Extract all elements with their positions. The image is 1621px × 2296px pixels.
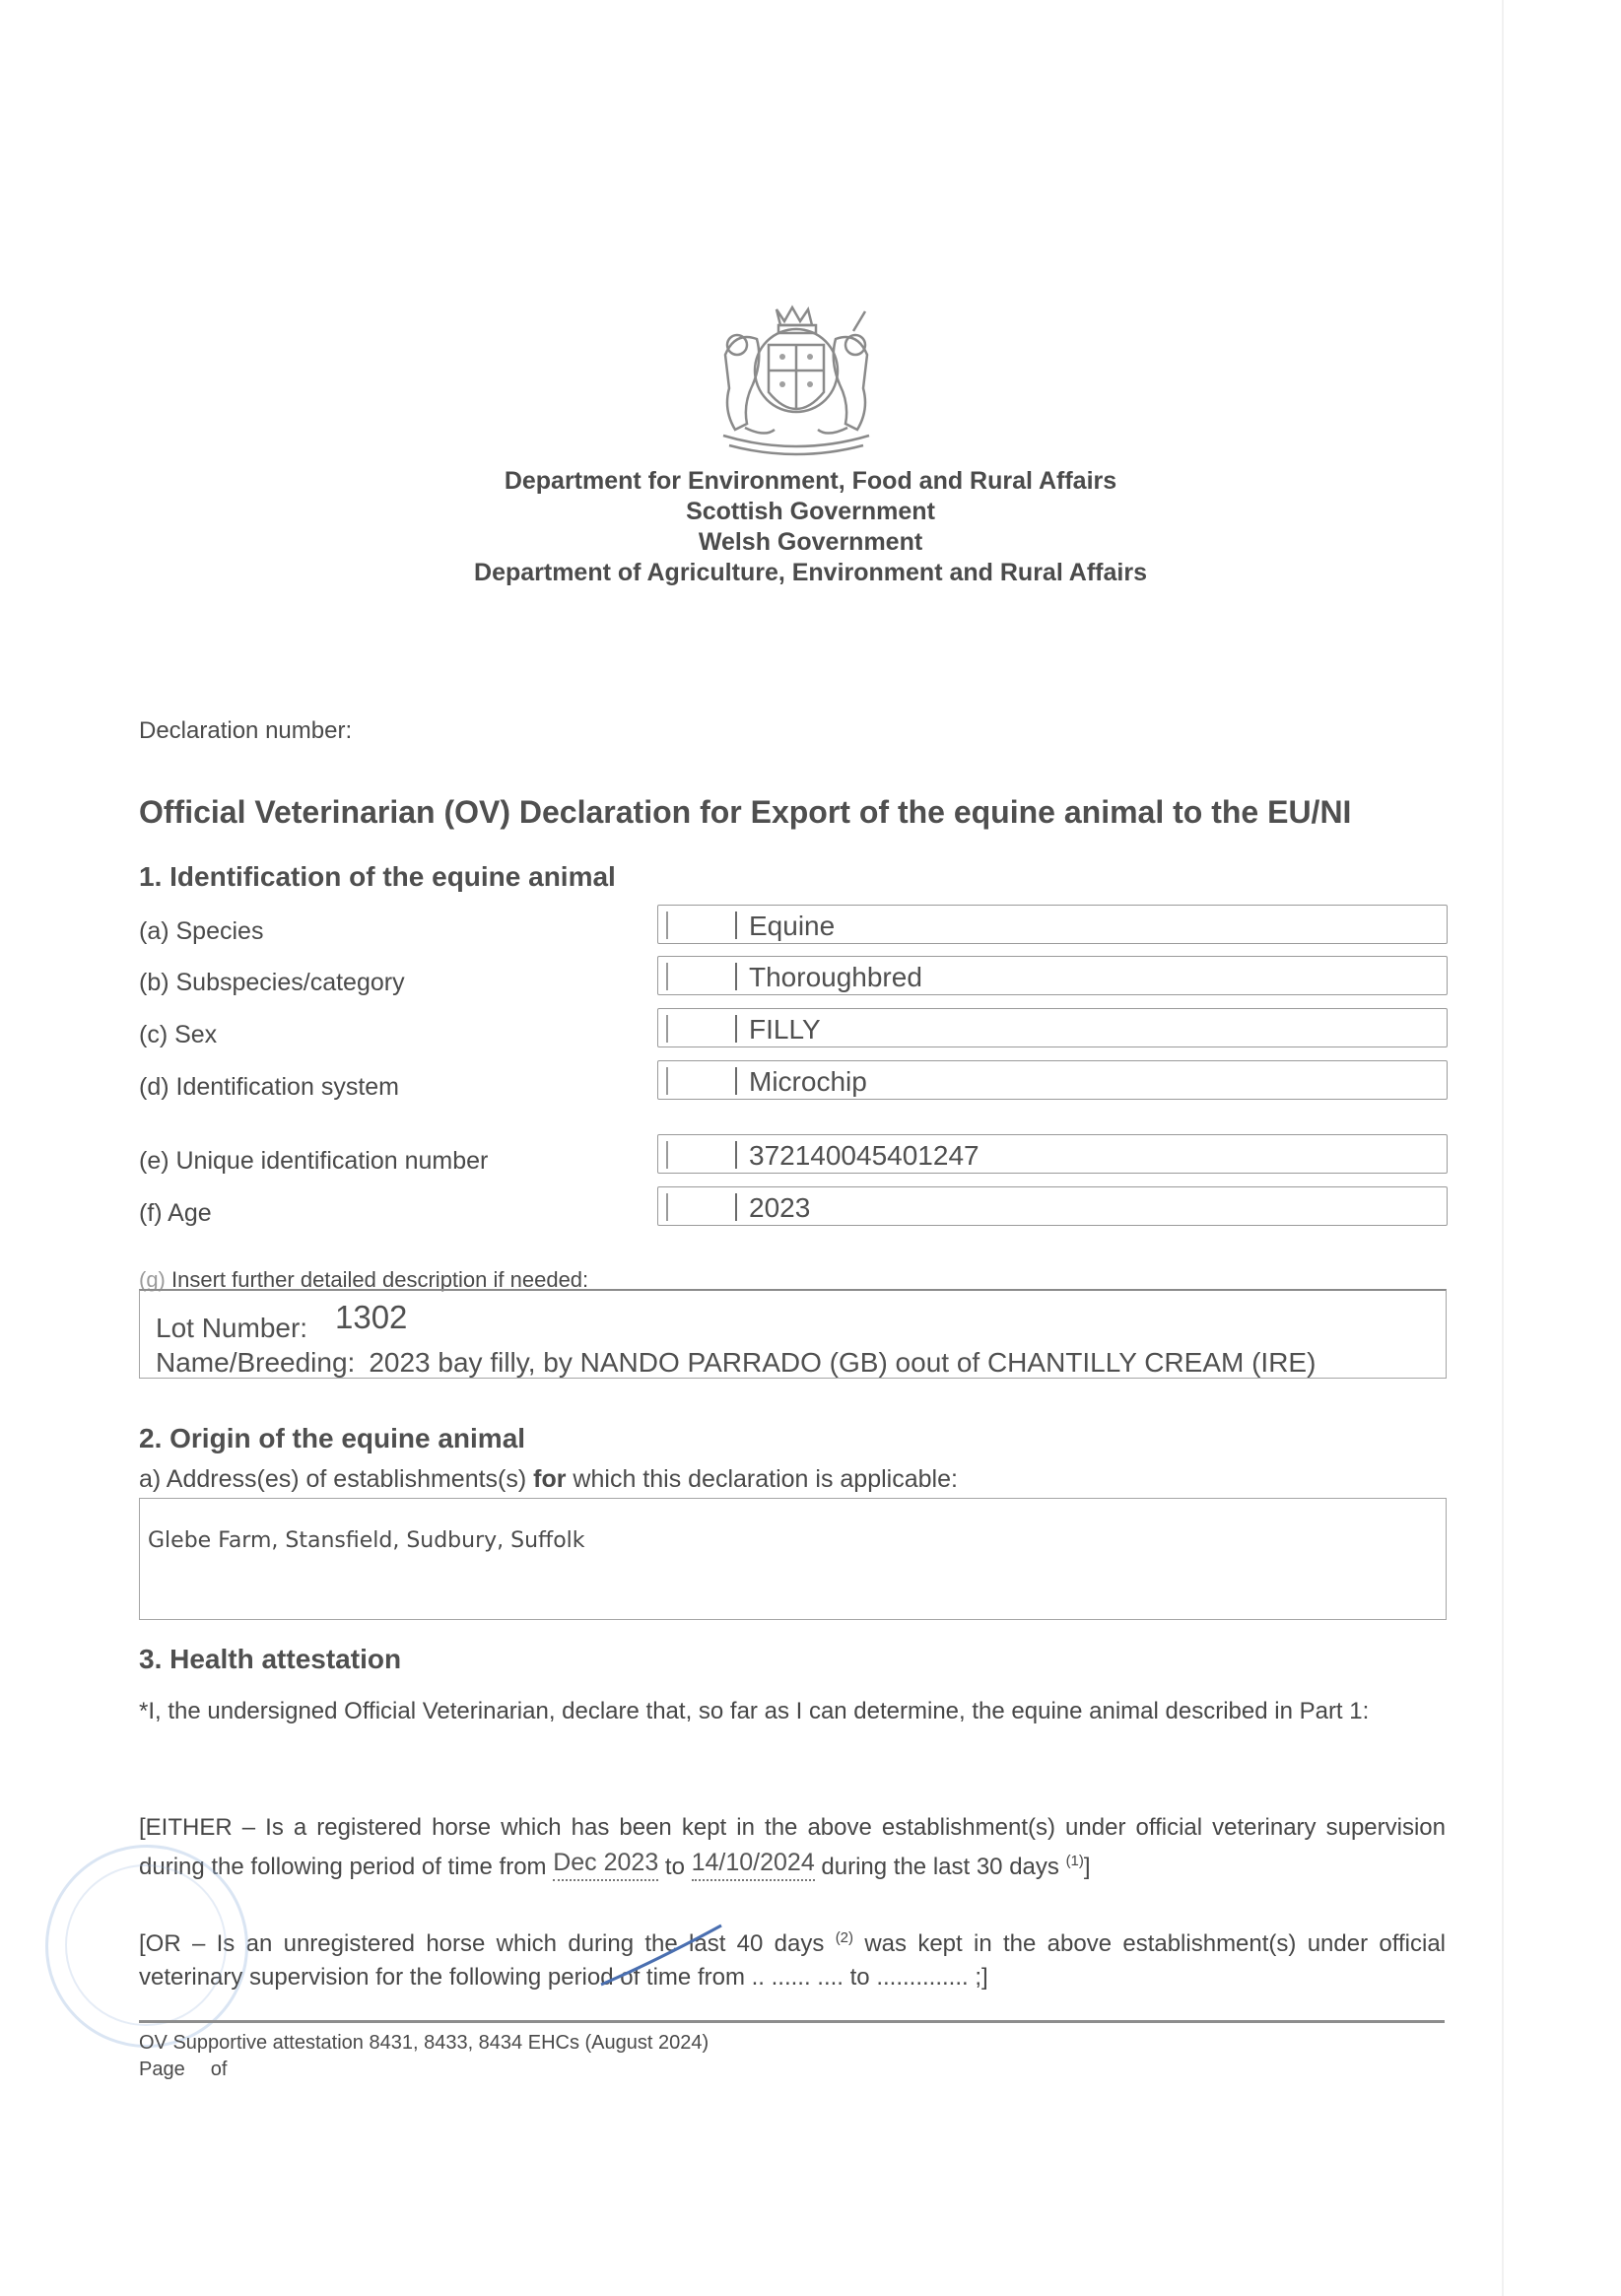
attestation-intro: *I, the undersigned Official Veterinarian, declare that, so far as I can determine, the equine animal described in Part 1: xyxy=(139,1698,1370,1724)
lot-number-line xyxy=(156,1299,408,1344)
field-divider xyxy=(735,912,737,939)
further-description-label: (g) Insert further detailed description if needed: xyxy=(139,1267,589,1292)
field-divider xyxy=(735,963,737,990)
subspecies-label: (b) Subspecies/category xyxy=(139,969,405,996)
either-to-date: 14/10/2024 xyxy=(692,1846,815,1881)
field-marker xyxy=(666,1193,668,1221)
establishment-address-field[interactable] xyxy=(139,1498,1447,1620)
age-label: (f) Age xyxy=(139,1199,212,1227)
official-stamp-inner xyxy=(65,1864,227,2026)
field-divider xyxy=(735,1067,737,1095)
establishment-address-value: Glebe Farm, Stansfield, Sudbury, Suffolk xyxy=(148,1528,585,1553)
field-marker xyxy=(666,963,668,990)
field-divider xyxy=(735,1141,737,1169)
unique-id-field[interactable] xyxy=(657,1134,1448,1174)
footer-page-number: Page of xyxy=(139,2059,228,2080)
lot-number-value: 1302 xyxy=(335,1299,408,1335)
sex-field[interactable] xyxy=(657,1008,1448,1047)
unique-id-label: (e) Unique identification number xyxy=(139,1147,489,1175)
age-value: 2023 xyxy=(749,1192,811,1223)
agency-daera: Department of Agriculture, Environment and Rural Affairs xyxy=(474,559,1147,586)
footer-divider xyxy=(139,2020,1445,2023)
section-3-heading: 3. Health attestation xyxy=(139,1644,402,1674)
field-divider xyxy=(735,1193,737,1221)
age-field[interactable] xyxy=(657,1186,1448,1226)
field-marker xyxy=(666,1015,668,1043)
section-2-heading: 2. Origin of the equine animal xyxy=(139,1423,526,1453)
lot-number-label: Lot Number: xyxy=(156,1313,308,1343)
field-marker xyxy=(666,1141,668,1169)
breeding-label: Name/Breeding: xyxy=(156,1347,356,1378)
subspecies-value: Thoroughbred xyxy=(749,962,922,992)
document-title: Official Veterinarian (OV) Declaration for Export of the equine animal to the EU/NI xyxy=(139,794,1352,830)
agency-defra: Department for Environment, Food and Rural Affairs xyxy=(504,467,1117,495)
breeding-line xyxy=(156,1347,1316,1379)
field-divider xyxy=(735,1015,737,1043)
breeding-value: 2023 bay filly, by NANDO PARRADO (GB) oout of CHANTILLY CREAM (IRE) xyxy=(369,1347,1317,1378)
field-marker xyxy=(666,912,668,939)
identification-system-value: Microchip xyxy=(749,1066,867,1097)
identification-system-label: (d) Identification system xyxy=(139,1073,399,1101)
subspecies-field[interactable] xyxy=(657,956,1448,995)
field-marker xyxy=(666,1067,668,1095)
either-clause: [EITHER – Is a registered horse which has been kept in the above establishment(s) under official veterinary supervision during the following period of time from Dec 2023 to 14/10/2024 during the last 30 days $^{(1)}$] xyxy=(139,1814,1446,1880)
species-field[interactable] xyxy=(657,905,1448,944)
identification-system-field[interactable] xyxy=(657,1060,1448,1100)
section-1-heading: 1. Identification of the equine animal xyxy=(139,861,616,892)
establishment-address-label: a) Address(es) of establishments(s) for which this declaration is applicable: xyxy=(139,1465,958,1493)
agency-welsh-government: Welsh Government xyxy=(698,528,923,556)
royal-crest-icon xyxy=(706,302,887,461)
or-clause: [OR – Is an unregistered horse which during the last 40 days $^{(2)}$ was kept in the above establishment(s) under official veterinary supervision for the following period of time from .. ...... .... to .............. ;] xyxy=(139,1929,1446,1991)
either-from-date: Dec 2023 xyxy=(553,1846,658,1881)
further-description-box[interactable] xyxy=(139,1289,1447,1379)
sex-label: (c) Sex xyxy=(139,1021,218,1048)
page-edge-shadow xyxy=(1502,0,1504,2296)
footer-attestation-ref: OV Supportive attestation 8431, 8433, 8434 EHCs (August 2024) xyxy=(139,2032,709,2054)
strike-through-mark xyxy=(597,1922,725,1991)
declaration-number-label: Declaration number: xyxy=(139,717,353,744)
agency-scottish-government: Scottish Government xyxy=(686,498,935,525)
species-label: (a) Species xyxy=(139,917,264,945)
species-value: Equine xyxy=(749,911,836,941)
sex-value: FILLY xyxy=(749,1014,821,1045)
unique-id-value: 372140045401247 xyxy=(749,1140,979,1171)
